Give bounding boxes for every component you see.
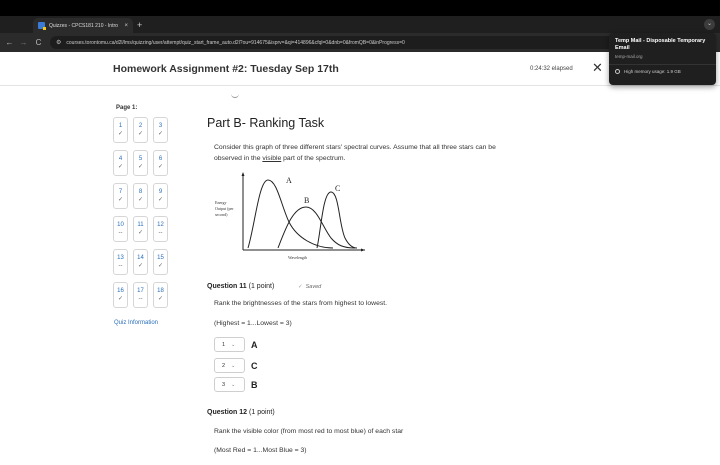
question-nav-16[interactable] <box>113 282 128 308</box>
question-nav-number: 6 <box>158 156 163 162</box>
site-info-icon[interactable]: ⚙ <box>56 40 62 46</box>
rank-select-value: 1 <box>222 341 226 348</box>
question-nav-12[interactable] <box>153 216 168 242</box>
question-nav-6[interactable] <box>153 150 168 176</box>
chevron-down-icon: ⌄ <box>231 381 236 388</box>
rank-item-label: C <box>251 360 258 371</box>
question-nav-number: 5 <box>138 156 143 162</box>
question-nav-number: 18 <box>157 288 164 294</box>
tab-hover-card <box>609 33 716 85</box>
question-11-heading <box>207 283 274 290</box>
question-nav-14[interactable] <box>133 249 148 275</box>
answered-check-icon: ✓ <box>157 164 164 170</box>
question-nav-number: 11 <box>137 222 144 228</box>
section-title: Part B- Ranking Task <box>207 116 325 130</box>
spectral-curves-graph <box>215 170 365 265</box>
rank-row <box>214 337 258 352</box>
question-nav-15[interactable] <box>153 249 168 275</box>
rank-select[interactable] <box>214 377 245 392</box>
assignment-title: Homework Assignment #2: Tuesday Sep 17th <box>113 63 339 75</box>
question-nav-5[interactable] <box>133 150 148 176</box>
rank-select[interactable] <box>214 358 245 373</box>
answered-check-icon: ✓ <box>117 164 124 170</box>
question-nav-1[interactable] <box>113 117 128 143</box>
answered-check-icon: ✓ <box>137 263 144 269</box>
unanswered-dash-icon: -- <box>118 230 123 236</box>
curve-a <box>248 180 333 248</box>
tab-strip <box>0 16 720 33</box>
memory-icon <box>615 69 620 74</box>
previous-content-remnant <box>231 94 239 98</box>
graph-ylabel-2: Output (per <box>215 206 234 211</box>
question-nav-18[interactable] <box>153 282 168 308</box>
answered-check-icon: ✓ <box>157 197 164 203</box>
intro-underlined: visible <box>262 155 282 162</box>
tab-search-button[interactable]: ⌄ <box>704 19 715 30</box>
answered-check-icon: ✓ <box>137 131 144 137</box>
saved-check-icon: ✓ <box>298 284 303 290</box>
question-nav-7[interactable] <box>113 183 128 209</box>
intro-text <box>214 142 524 164</box>
unanswered-dash-icon: -- <box>138 296 143 302</box>
graph-ylabel-3: second) <box>215 212 228 217</box>
question-nav-number: 14 <box>137 255 144 261</box>
question-12-text: Rank the visible color (from most red to most blue) of each star <box>214 428 404 435</box>
question-nav-number: 16 <box>117 288 124 294</box>
question-nav-4[interactable] <box>113 150 128 176</box>
unanswered-dash-icon: -- <box>158 230 163 236</box>
unanswered-dash-icon: -- <box>118 263 123 269</box>
hover-card-domain: temp-mail.org <box>615 54 643 59</box>
question-nav-8[interactable] <box>133 183 148 209</box>
question-nav-number: 13 <box>117 255 124 261</box>
question-nav-number: 3 <box>158 123 163 129</box>
question-nav-3[interactable] <box>153 117 168 143</box>
browser-tab[interactable] <box>33 18 133 33</box>
answered-check-icon: ✓ <box>137 164 144 170</box>
intro-text-after: part of the spectrum. <box>281 155 346 162</box>
question-navigator <box>113 117 168 308</box>
answered-check-icon: ✓ <box>137 197 144 203</box>
question-nav-number: 1 <box>118 123 123 129</box>
rank-item-label: A <box>251 339 258 350</box>
rank-row <box>214 377 258 392</box>
question-nav-number: 8 <box>138 189 143 195</box>
curve-label-a: A <box>286 176 292 185</box>
rank-select-value: 3 <box>222 381 226 388</box>
back-button[interactable]: ← <box>5 38 14 47</box>
question-12-hint: (Most Red = 1...Most Blue = 3) <box>214 447 307 454</box>
question-nav-number: 7 <box>118 189 123 195</box>
answered-check-icon: ✓ <box>117 197 124 203</box>
forward-button[interactable]: → <box>19 38 28 47</box>
question-nav-number: 4 <box>118 156 123 162</box>
question-12-heading <box>207 409 275 416</box>
question-11-hint: (Highest = 1...Lowest = 3) <box>214 320 292 327</box>
rank-item-label: B <box>251 379 258 390</box>
memory-usage <box>615 69 710 74</box>
tab-close-icon[interactable]: × <box>124 22 128 29</box>
curve-c <box>317 192 357 248</box>
answered-check-icon: ✓ <box>117 296 124 302</box>
question-nav-number: 17 <box>137 288 144 294</box>
question-nav-number: 2 <box>138 123 143 129</box>
hover-card-divider <box>609 64 716 65</box>
question-12-points: (1 point) <box>249 409 275 416</box>
question-nav-11[interactable] <box>133 216 148 242</box>
chevron-down-icon: ⌄ <box>231 362 236 369</box>
memory-usage-text: High memory usage: 1.9 GB <box>624 69 681 74</box>
answered-check-icon: ✓ <box>157 263 164 269</box>
os-top-bar <box>0 0 720 16</box>
saved-text: Saved <box>305 284 322 290</box>
reload-button[interactable]: C <box>35 38 42 47</box>
url-text[interactable]: courses.torontomu.ca/d2l/lms/quizzing/user/attempt/quiz_start_frame_auto.d2l?ou=914675&isprv=&qi=414896&cfql=0&dnb=0&fromQB=0&inProgress=0 <box>66 39 405 46</box>
question-nav-number: 12 <box>157 222 164 228</box>
rank-select[interactable] <box>214 337 245 352</box>
question-12-title: Question 12 <box>207 409 248 416</box>
elapsed-timer: 0:24:32 elapsed <box>530 66 573 72</box>
question-11-points: (1 point) <box>248 283 275 290</box>
saved-status <box>298 284 321 290</box>
question-nav-10[interactable] <box>113 216 128 242</box>
x-axis-arrow-icon <box>361 249 365 252</box>
rank-row <box>214 358 258 373</box>
question-11-title: Question 11 <box>207 283 247 290</box>
answered-check-icon: ✓ <box>137 230 144 236</box>
curve-label-b: B <box>304 196 310 205</box>
curve-label-c: C <box>335 184 341 193</box>
quiz-information-link[interactable]: Quiz Information <box>114 320 159 326</box>
favicon-icon <box>38 22 45 29</box>
question-nav-9[interactable] <box>153 183 168 209</box>
question-nav-number: 9 <box>158 189 163 195</box>
close-quiz-button[interactable]: ✕ <box>592 60 603 75</box>
question-nav-13[interactable] <box>113 249 128 275</box>
answered-check-icon: ✓ <box>157 296 164 302</box>
question-nav-number: 15 <box>157 255 164 261</box>
question-nav-17[interactable] <box>133 282 148 308</box>
question-11-text: Rank the brightnesses of the stars from highest to lowest. <box>214 300 388 307</box>
new-tab-button[interactable]: + <box>137 20 143 30</box>
question-nav-2[interactable] <box>133 117 148 143</box>
intro-text-before: Consider this graph of three different stars' spectral curves. Assume that all three stars can be observed in the <box>214 144 496 162</box>
rank-select-value: 2 <box>222 362 226 369</box>
graph-xlabel: Wavelength <box>288 255 308 260</box>
hover-card-title: Temp Mail - Disposable Temporary Email <box>615 38 706 51</box>
graph-ylabel-1: Energy <box>215 200 227 205</box>
page-label: Page 1: <box>116 105 138 111</box>
curve-b <box>278 207 355 248</box>
y-axis-arrow-icon <box>242 172 245 176</box>
question-nav-number: 10 <box>117 222 124 228</box>
tab-title: Quizzes - CPCS181 210 - Intro <box>49 22 118 29</box>
answered-check-icon: ✓ <box>117 131 124 137</box>
chevron-down-icon: ⌄ <box>231 341 236 348</box>
answered-check-icon: ✓ <box>157 131 164 137</box>
